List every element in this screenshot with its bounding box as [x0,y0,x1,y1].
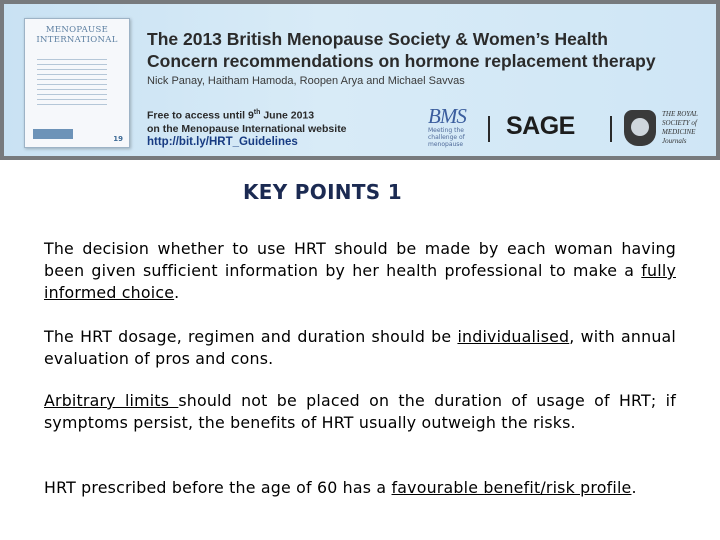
cover-publisher-logo [33,129,73,139]
banner-title-line1: The 2013 British Menopause Society & Women’s Health [147,29,608,49]
banner-authors: Nick Panay, Haitham Hamoda, Roopen Arya and Michael Savvas [147,75,465,87]
key-point-4: HRT prescribed before the age of 60 has a favourable benefit/risk profile. [44,478,637,497]
sage-logo: SAGE [506,112,575,140]
banner-background [4,4,716,156]
free-access-notice: Free to access until 9th June 2013 on the Menopause International website http://bit.ly/HRT_Guidelines [147,109,347,148]
page-title: KEY POINTS 1 [243,180,402,204]
free-access-line2: on the Menopause International website [147,122,347,135]
cover-title [25,25,129,45]
key-point-1: The decision whether to use HRT should be made by each woman having been given sufficient information by her health professional to make a fully informed choice. [44,239,676,302]
rsm-crest-icon [624,110,656,146]
bms-logo: BMS Meeting the challenge of menopause [428,104,466,148]
cover-issue-number: 19 [113,135,123,143]
guidelines-link[interactable]: http://bit.ly/HRT_Guidelines [147,135,298,148]
cover-title-line2: INTERNATIONAL [36,35,118,45]
banner-title [147,28,656,72]
key-point-3: Arbitrary limits should not be placed on the duration of usage of HRT; if symptoms persist, the benefits of HRT usually outweigh the risks. [44,391,676,432]
rsm-logo: THE ROYAL SOCIETY of MEDICINE Journals [624,108,710,152]
underlined-phrase: Arbitrary limits [44,391,179,410]
logo-separator [488,116,490,142]
banner-title-line2: Concern recommendations on hormone replacement therapy [147,51,656,71]
underlined-phrase: favourable benefit/risk profile [391,478,632,497]
cover-text-lines [37,59,107,109]
journal-banner [0,0,720,160]
cover-title-line1: MENOPAUSE [45,25,109,35]
logo-separator [610,116,612,142]
journal-cover-image [24,18,130,148]
underlined-phrase: fully informed choice [44,261,676,302]
key-point-2: The HRT dosage, regimen and duration should be individualised, with annual evaluation of pros and cons. [44,327,676,368]
underlined-phrase: individualised [457,327,570,346]
